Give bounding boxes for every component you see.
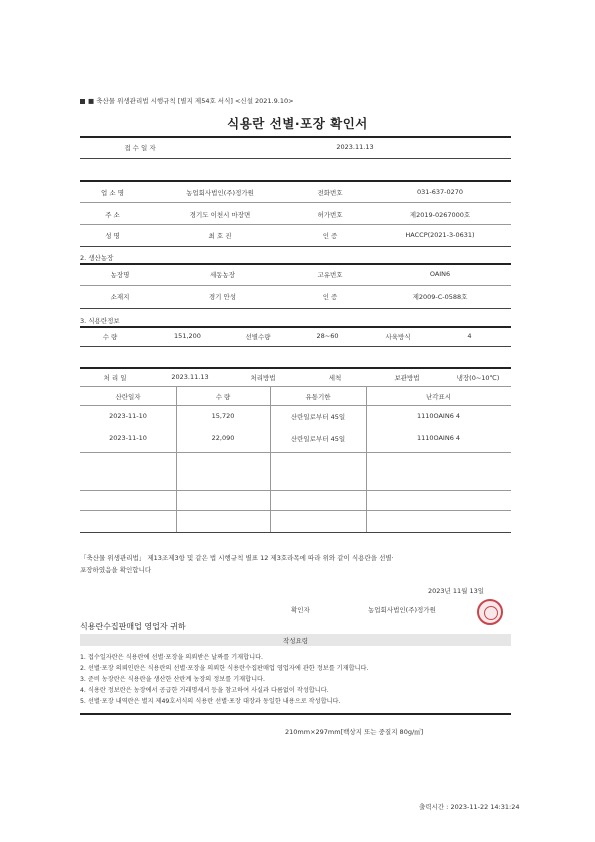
table-cell: 2023-11-10 bbox=[109, 434, 147, 442]
col-header-lay-date: 산란일자 bbox=[115, 393, 141, 401]
farm-address-label: 소재지 bbox=[110, 293, 130, 301]
col-divider-1 bbox=[176, 386, 177, 532]
col-header-expiry: 유통기한 bbox=[305, 393, 331, 401]
license-label: 허가번호 bbox=[317, 211, 343, 219]
recipient: 식용란수집판매업 영업자 귀하 bbox=[80, 622, 186, 631]
list-item: 4. 식용란 정보란은 농장에서 공급한 거래명세서 등을 참고하여 사실과 다름없이 작성합니다. bbox=[80, 687, 329, 694]
rule-sec1-bottom bbox=[80, 246, 511, 247]
rule-top bbox=[80, 136, 511, 138]
quantity-value: 151,200 bbox=[174, 332, 201, 340]
storage-label: 보관방법 bbox=[394, 374, 420, 382]
process-date-label: 처 리 일 bbox=[103, 374, 127, 382]
section-farm-heading: 2. 생산농장 bbox=[80, 254, 114, 262]
col-header-quantity: 수 량 bbox=[215, 393, 231, 401]
rule-sec1-top bbox=[80, 180, 511, 182]
col-header-shell-mark: 난각표시 bbox=[425, 393, 452, 401]
table-cell: 산란일로부터 45일 bbox=[290, 413, 346, 421]
selection-label: 선별수량 bbox=[245, 333, 271, 341]
list-item: 3. 준비 농장란은 식용란을 생산한 산란계 농장의 정보를 기재합니다. bbox=[80, 676, 265, 683]
confirmer-label: 확인자 bbox=[291, 606, 310, 614]
rule-sec3-bottom bbox=[80, 346, 511, 347]
receipt-label: 접 수 일 자 bbox=[124, 144, 156, 152]
rule-sec4-top bbox=[80, 367, 511, 369]
list-item: 5. 선별·포장 내역란은 별지 제49호서식의 식용란 선별·포장 대장과 동일한 내용으로 작성합니다. bbox=[80, 698, 341, 705]
license-value: 제2019-0267000호 bbox=[409, 211, 471, 219]
storage-value: 냉장(0~10℃) bbox=[456, 374, 500, 382]
rule-sec1-row1 bbox=[80, 202, 511, 203]
owner-value: 최 호 진 bbox=[208, 232, 232, 240]
rule-sec4-r5 bbox=[80, 510, 511, 511]
table-cell: 15,720 bbox=[211, 412, 235, 420]
business-name-label: 업 소 명 bbox=[101, 189, 124, 197]
process-method-value: 세척 bbox=[328, 374, 342, 382]
process-method-label: 처리방법 bbox=[250, 374, 276, 382]
rule-bottom bbox=[80, 713, 511, 715]
print-timestamp: 출력시간 : 2023-11-22 14:31:24 bbox=[419, 803, 520, 811]
farm-cert-value: 제2009-C-0588호 bbox=[412, 293, 468, 301]
declaration-text-2: 포장하였음을 확인합니다 bbox=[80, 566, 152, 574]
rule-receipt-bottom bbox=[80, 158, 511, 159]
rule-sec4-r1 bbox=[80, 386, 511, 387]
table-cell: 22,090 bbox=[211, 434, 235, 442]
selection-value: 28~60 bbox=[316, 332, 339, 340]
rule-sec4-r4 bbox=[80, 490, 511, 491]
notes-list bbox=[80, 646, 511, 713]
rule-sec3-top bbox=[80, 326, 511, 328]
farm-cert-label: 인 증 bbox=[322, 293, 338, 301]
rule-sec2-top bbox=[80, 263, 511, 265]
form-header-note: ■ 축산물 위생관리법 시행규칙 [별지 제54호 서식] <신설 2021.9.10> bbox=[80, 96, 294, 105]
declaration-text-1: 「축산물 위생관리법」 제13조제3항 및 같은 법 시행규칙 별표 12 제3호라목에 따라 위와 같이 식용란을 선별· bbox=[80, 554, 394, 562]
table-cell: 1110OAIN6 4 bbox=[416, 434, 461, 442]
rule-sec2-mid bbox=[80, 285, 511, 286]
phone-label: 전화번호 bbox=[317, 189, 343, 197]
receipt-date: 2023.11.13 bbox=[336, 143, 374, 151]
farm-name-value: 세동농장 bbox=[209, 271, 236, 279]
farm-id-label: 고유번호 bbox=[317, 271, 343, 279]
cert-value: HACCP(2021-3-0631) bbox=[405, 231, 475, 239]
list-item: 2. 선별·포장 의뢰인란은 식용란의 선별·포장을 의뢰한 식용란수집판매업 영업자에 관한 정보를 기재합니다. bbox=[80, 665, 369, 672]
confirmer-name: 농업회사법인(주)정가원 bbox=[368, 606, 436, 614]
business-name-value: 농업회사법인(주)정가원 bbox=[186, 189, 254, 197]
signature-date: 2023년 11월 13일 bbox=[428, 587, 485, 595]
table-cell: 1110OAIN6 4 bbox=[416, 412, 461, 420]
farm-name-label: 농장명 bbox=[110, 271, 130, 279]
rule-sec1-row2 bbox=[80, 224, 511, 225]
table-cell: 2023-11-10 bbox=[109, 412, 147, 420]
list-item: 1. 접수일자란은 식용란에 선별·포장을 의뢰받은 날짜를 기재합니다. bbox=[80, 654, 264, 661]
address-value: 경기도 이천시 마장면 bbox=[189, 211, 251, 219]
rule-sec2-bottom bbox=[80, 308, 511, 309]
company-seal-icon bbox=[477, 599, 503, 625]
phone-value: 031-637-0270 bbox=[416, 188, 464, 196]
table-cell: 산란일로부터 45일 bbox=[290, 435, 346, 443]
rearing-label: 사육방식 bbox=[385, 333, 411, 341]
rule-sec4-r2 bbox=[80, 405, 511, 406]
rule-sec4-bottom bbox=[80, 532, 511, 533]
farm-id-value: OAIN6 bbox=[429, 270, 451, 278]
notes-title: 작성요령 bbox=[282, 637, 309, 645]
square-bullet-icon bbox=[80, 99, 85, 104]
col-divider-3 bbox=[366, 386, 367, 532]
process-date-value: 2023.11.13 bbox=[171, 373, 209, 381]
col-divider-2 bbox=[270, 386, 271, 532]
paper-size-note: 210mm×297mm[백상지 또는 중질지 80g/㎡] bbox=[285, 728, 424, 736]
cert-label: 인 증 bbox=[322, 232, 338, 240]
owner-label: 성 명 bbox=[105, 232, 120, 240]
rearing-value: 4 bbox=[467, 332, 472, 340]
rule-sec4-r3 bbox=[80, 452, 511, 453]
address-label: 주 소 bbox=[105, 211, 120, 219]
farm-address-value: 경기 안성 bbox=[208, 293, 237, 301]
document-title: 식용란 선별·포장 확인서 bbox=[227, 116, 368, 131]
quantity-label: 수 량 bbox=[102, 333, 118, 341]
section-egg-info-heading: 3. 식용란정보 bbox=[80, 317, 120, 325]
